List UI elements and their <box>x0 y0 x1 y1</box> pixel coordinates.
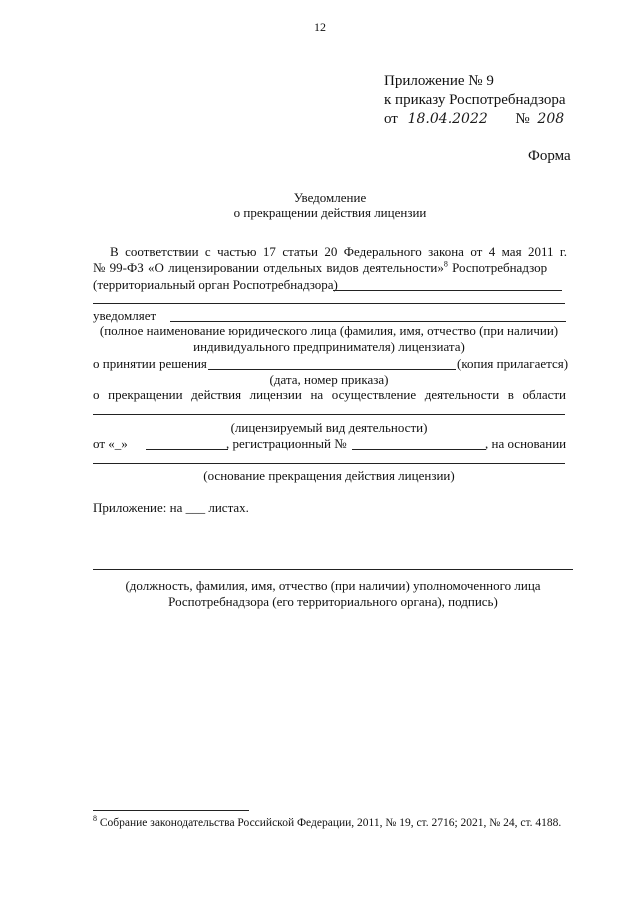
reg-number-label: , регистрационный № <box>226 436 347 451</box>
footnote <box>93 814 562 829</box>
doc-subtitle: о прекращении действия лицензии <box>233 205 427 220</box>
hint-licensee-1: (полное наименование юридического лица (фамилия, имя, отчество (при наличии) <box>99 323 559 338</box>
form-label: Форма <box>528 148 571 164</box>
reg-number-field[interactable] <box>352 449 486 450</box>
footnote-text: Собрание законодательства Российской Федерации, 2011, № 19, ст. 2716; 2021, № 24, ст. 4188. <box>97 817 562 829</box>
decision-prefix: о принятии решения <box>93 356 207 371</box>
appendix-order-ref: к приказу Роспотребнадзора <box>384 92 566 108</box>
basis-suffix: , на основании <box>485 436 567 451</box>
territorial-organ-field[interactable] <box>333 290 562 291</box>
from-prefix: от «_» <box>93 436 128 451</box>
appendix-date-line <box>384 111 564 128</box>
termination-text: о прекращении действия лицензии на осуществление деятельности в области <box>93 387 566 402</box>
attachment-line: Приложение: на ___ листах. <box>93 500 249 515</box>
doc-title: Уведомление <box>293 190 367 205</box>
decision-field[interactable] <box>208 369 456 370</box>
hint-basis: (основание прекращения действия лицензии) <box>203 468 455 483</box>
hint-activity: (лицензируемый вид деятельности) <box>230 420 428 435</box>
activity-field[interactable] <box>93 414 565 415</box>
footnote-number: 8 <box>93 814 97 824</box>
hint-licensee-2: индивидуального предпринимателя) лицензиата) <box>193 339 465 354</box>
hint-date-order: (дата, номер приказа) <box>269 372 389 387</box>
para1-line2 <box>93 260 547 276</box>
notifies-label: уведомляет <box>93 308 157 323</box>
footnote-ref: 8 <box>443 259 448 269</box>
number-prefix: № <box>515 111 530 127</box>
hint-signature-1: (должность, фамилия, имя, отчество (при наличии) уполномоченного лица <box>125 578 541 593</box>
para1-line1: В соответствии с частью 17 статьи 20 Федерального закона от 4 мая 2011 г. <box>110 244 567 259</box>
handwritten-date: 18.04.2022 <box>407 111 488 127</box>
blank-line-1[interactable] <box>93 303 565 304</box>
agency-name: Роспотребнадзор <box>447 260 548 275</box>
licensee-name-field[interactable] <box>170 321 566 322</box>
from-date-field[interactable] <box>146 449 228 450</box>
footnote-separator <box>93 810 249 811</box>
page-number: 12 <box>314 20 326 34</box>
decision-suffix: (копия прилагается) <box>457 356 569 371</box>
signature-field[interactable] <box>93 569 573 570</box>
basis-field[interactable] <box>93 463 565 464</box>
handwritten-number: 208 <box>537 111 565 127</box>
law-reference: № 99-ФЗ «О лицензировании отдельных видов деятельности» <box>93 260 444 275</box>
hint-signature-2: Роспотребнадзора (его территориального органа), подпись) <box>168 594 498 609</box>
territorial-organ-label: (территориальный орган Роспотребнадзора) <box>93 277 338 292</box>
date-prefix: от <box>384 111 398 127</box>
appendix-title: Приложение № 9 <box>384 73 494 89</box>
